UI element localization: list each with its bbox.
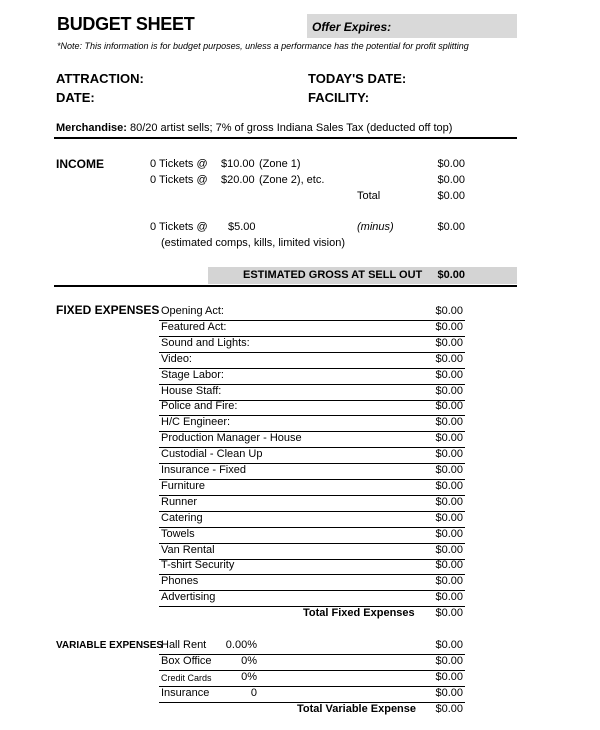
expense-label: Box Office: [161, 655, 212, 667]
expense-label: Credit Cards: [161, 673, 212, 683]
expense-rate: 0.00%: [225, 639, 257, 651]
todays-date-label: TODAY'S DATE:: [308, 71, 407, 86]
expense-label: Furniture: [161, 479, 206, 492]
table-row: [159, 527, 465, 544]
income-zone: (Zone 1): [259, 158, 301, 170]
comp-price: $5.00: [228, 221, 256, 233]
table-row: [159, 447, 465, 464]
income-qty: 0 Tickets @: [150, 174, 208, 186]
table-row: [159, 304, 465, 321]
table-row: [159, 336, 465, 353]
expense-rate: 0%: [241, 671, 257, 683]
table-row: [159, 574, 465, 591]
expense-label: Production Manager - House: [161, 432, 302, 445]
income-total-label: Total: [357, 190, 381, 202]
expense-label: Towels: [161, 527, 195, 540]
variable-total-label: Total Variable Expense: [297, 703, 417, 715]
table-row: [159, 495, 465, 512]
expense-amount: $0.00: [435, 527, 463, 540]
table-row: [159, 558, 465, 575]
expense-amount: $0.00: [435, 687, 463, 699]
table-row: [159, 670, 465, 687]
expense-label: H/C Engineer:: [161, 416, 231, 429]
expense-label: Sound and Lights:: [161, 336, 250, 349]
table-row: [159, 384, 465, 401]
income-amount: $0.00: [437, 158, 465, 170]
table-row: [159, 686, 465, 703]
offer-expires-label: Offer Expires:: [312, 20, 392, 34]
expense-amount: $0.00: [435, 464, 463, 476]
table-row: [159, 638, 465, 655]
expense-label: Advertising: [161, 591, 216, 604]
date-label: DATE:: [56, 90, 95, 105]
expense-label: Featured Act:: [161, 320, 227, 333]
comp-amount: $0.00: [437, 221, 465, 233]
page-title: BUDGET SHEET: [57, 14, 195, 34]
table-row: [159, 543, 465, 560]
expense-rate: 0%: [241, 655, 257, 667]
expense-label: Runner: [161, 495, 198, 508]
expense-amount: $0.00: [435, 448, 463, 461]
expense-amount: $0.00: [435, 655, 463, 667]
income-price: $20.00: [221, 174, 255, 186]
expense-label: Insurance: [161, 687, 210, 699]
comp-qty: 0 Tickets @: [150, 221, 208, 233]
expense-amount: $0.00: [435, 305, 463, 317]
expense-amount: $0.00: [435, 400, 463, 413]
expense-label: Catering: [161, 511, 203, 524]
expense-label: House Staff:: [161, 384, 222, 397]
merchandise-label: Merchandise:: [56, 122, 127, 134]
expense-label: Opening Act:: [161, 305, 224, 317]
expense-amount: $0.00: [435, 384, 463, 397]
income-title: INCOME: [56, 157, 104, 171]
table-row: [159, 352, 465, 369]
expense-amount: $0.00: [435, 495, 463, 508]
expense-label: T-shirt Security: [161, 559, 235, 572]
expense-amount: $0.00: [435, 559, 463, 572]
expense-amount: $0.00: [435, 432, 463, 445]
expense-amount: $0.00: [435, 575, 463, 588]
expense-label: Video:: [161, 352, 192, 365]
expense-amount: $0.00: [435, 352, 463, 365]
income-zone: (Zone 2), etc.: [259, 174, 325, 186]
attraction-label: ATTRACTION:: [56, 71, 144, 86]
comp-description: (estimated comps, kills, limited vision): [161, 237, 345, 249]
expense-rate: 0: [250, 687, 257, 699]
variable-expenses-title: VARIABLE EXPENSES: [56, 640, 164, 651]
income-qty: 0 Tickets @: [150, 158, 208, 170]
table-row: [159, 431, 465, 448]
expense-label: Police and Fire:: [161, 400, 238, 413]
fixed-expenses-title: FIXED EXPENSES: [56, 303, 160, 317]
income-total-amount: $0.00: [437, 190, 465, 202]
expense-label: Phones: [161, 575, 199, 588]
merchandise-text: 80/20 artist sells; 7% of gross Indiana Sales Tax (deducted off top): [126, 122, 453, 134]
expense-label: Hall Rent: [161, 639, 207, 651]
table-row: [159, 368, 465, 385]
expense-amount: $0.00: [435, 639, 463, 651]
variable-total-amount: $0.00: [435, 703, 463, 715]
expense-amount: $0.00: [435, 416, 463, 429]
expense-amount: $0.00: [435, 591, 463, 604]
gross-amount: $0.00: [437, 269, 465, 281]
expense-label: Van Rental: [161, 543, 215, 556]
table-row: [159, 415, 465, 432]
divider: [54, 285, 517, 287]
income-amount: $0.00: [437, 174, 465, 186]
expense-amount: $0.00: [435, 543, 463, 556]
gross-label: ESTIMATED GROSS AT SELL OUT: [243, 269, 423, 281]
expense-label: Stage Labor:: [161, 368, 224, 381]
expense-label: Custodial - Clean Up: [161, 448, 263, 461]
table-row: [159, 320, 465, 337]
merchandise-line: [56, 122, 452, 134]
expense-amount: $0.00: [435, 336, 463, 349]
expense-amount: $0.00: [435, 368, 463, 381]
table-row: [159, 654, 465, 671]
comp-minus: (minus): [357, 221, 394, 233]
expense-amount: $0.00: [435, 479, 463, 492]
facility-label: FACILITY:: [308, 90, 370, 105]
fixed-total-label: Total Fixed Expenses: [303, 607, 415, 619]
table-row: [159, 463, 465, 480]
divider: [54, 137, 517, 139]
table-row: [159, 590, 465, 607]
expense-label: Insurance - Fixed: [161, 464, 246, 476]
budget-note: *Note: This information is for budget purposes, unless a performance has the potential for profit splitting: [57, 41, 469, 51]
expense-amount: $0.00: [435, 320, 463, 333]
fixed-total-amount: $0.00: [435, 607, 463, 619]
expense-amount: $0.00: [435, 511, 463, 524]
table-row: [159, 399, 465, 416]
income-price: $10.00: [221, 158, 255, 170]
table-row: [159, 511, 465, 528]
table-row: [159, 479, 465, 496]
expense-amount: $0.00: [435, 671, 463, 683]
